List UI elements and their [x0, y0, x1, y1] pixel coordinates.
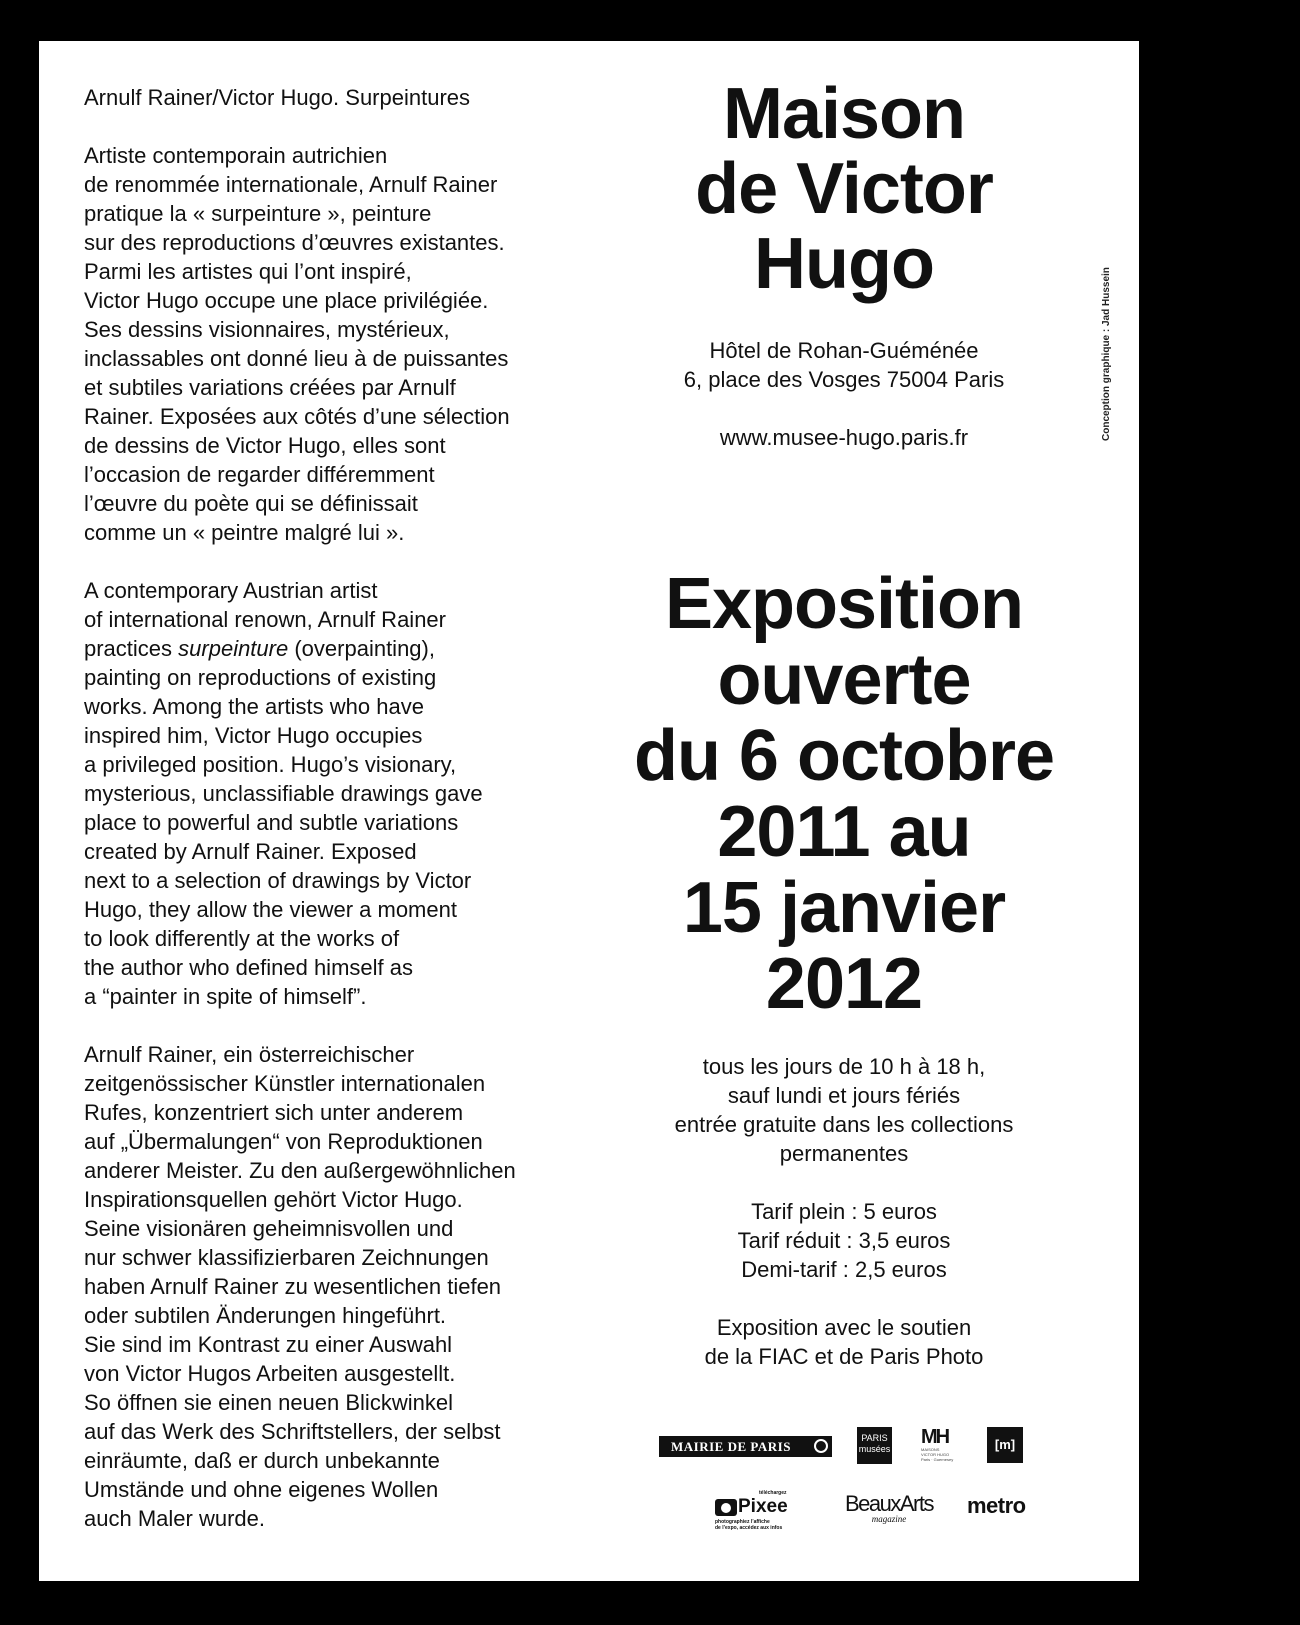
dates-line: du 6 octobre: [633, 716, 1055, 796]
info-column: [609, 74, 1079, 1371]
exhibition-dates-heading: [609, 566, 1079, 1022]
de-line: Rufes, konzentriert sich unter anderem: [84, 1100, 464, 1125]
en-line: mysterious, unclassifiable drawings gave: [84, 781, 483, 806]
logo-text: magazine: [871, 1514, 907, 1524]
logo-row-bottom: [679, 1489, 1059, 1533]
en-line: next to a selection of drawings by Victor: [84, 868, 472, 893]
logo-text: BeauxArts: [845, 1491, 933, 1516]
support-line: Exposition avec le soutien: [716, 1315, 972, 1340]
sponsor-note: [609, 1313, 1079, 1371]
pixee-logo: [715, 1489, 795, 1533]
logo-text: Pixee: [738, 1496, 788, 1517]
dates-line: 15 janvier: [682, 868, 1006, 948]
en-line: a “painter in spite of himself”.: [84, 984, 367, 1009]
hours-line: tous les jours de 10 h à 18 h,: [702, 1054, 986, 1079]
fr-line: de renommée internationale, Arnulf Rainer: [84, 172, 498, 197]
en-line: inspired him, Victor Hugo occupies: [84, 723, 423, 748]
de-line: Sie sind im Kontrast zu einer Auswahl: [84, 1332, 453, 1357]
fr-line: Victor Hugo occupe une place privilégiée.: [84, 288, 489, 313]
de-line: So öffnen sie einen neuen Blickwinkel: [84, 1390, 453, 1415]
dates-line: 2011 au: [717, 792, 971, 872]
de-line: Inspirationsquellen gehört Victor Hugo.: [84, 1187, 463, 1212]
address-line: Hôtel de Rohan-Guéménée: [709, 338, 979, 363]
logo-text: VICTOR HUGO: [921, 1452, 950, 1457]
fr-line: Ses dessins visionnaires, mystérieux,: [84, 317, 450, 342]
en-line: [84, 634, 584, 663]
hours-line: permanentes: [779, 1141, 909, 1166]
fr-line: sur des reproductions d’œuvres existantes.: [84, 230, 505, 255]
m-logo: [m]: [987, 1427, 1023, 1463]
de-line: auf das Werk des Schriftstellers, der selbst: [84, 1419, 501, 1444]
de-line: Arnulf Rainer, ein österreichischer: [84, 1042, 415, 1067]
metro-logo: metro: [967, 1493, 1026, 1518]
address-line: 6, place des Vosges 75004 Paris: [683, 367, 1005, 392]
text-column: [84, 83, 584, 1562]
camera-icon: [715, 1499, 737, 1516]
de-line: einräumte, daß er durch unbekannte: [84, 1448, 440, 1473]
paris-musees-logo: [857, 1427, 892, 1464]
fr-line: Parmi les artistes qui l’ont inspiré,: [84, 259, 412, 284]
en-text: (overpainting),: [288, 636, 435, 661]
hours-line: entrée gratuite dans les collections: [674, 1112, 1014, 1137]
de-line: zeitgenössischer Künstler internationalen: [84, 1071, 486, 1096]
en-line: to look differently at the works of: [84, 926, 400, 951]
fr-line: et subtiles variations créées par Arnulf: [84, 375, 456, 400]
de-line: nur schwer klassifizierbaren Zeichnungen: [84, 1245, 489, 1270]
price-line: Demi-tarif : 2,5 euros: [741, 1257, 947, 1282]
poster-sheet: [39, 41, 1139, 1581]
fr-line: Rainer. Exposées aux côtés d’une sélection: [84, 404, 510, 429]
de-line: auf „Übermalungen“ von Reproduktionen: [84, 1129, 483, 1154]
dates-line: Exposition: [664, 564, 1023, 644]
venue-address: [609, 336, 1079, 394]
beaux-arts-logo: [839, 1493, 939, 1533]
de-line: auch Maler wurde.: [84, 1506, 265, 1531]
fr-line: Artiste contemporain autrichien: [84, 143, 388, 168]
de-line: anderer Meister. Zu den außergewöhnlichen: [84, 1158, 516, 1183]
venue-line: de Victor: [695, 149, 993, 229]
dates-line: 2012: [765, 944, 923, 1024]
en-line: a privileged position. Hugo’s visionary,: [84, 752, 457, 777]
en-line: place to powerful and subtle variations: [84, 810, 459, 835]
fr-line: l’œuvre du poète qui se définissait: [84, 491, 418, 516]
website-link[interactable]: www.musee-hugo.paris.fr: [719, 425, 969, 450]
paragraph-french: [84, 141, 584, 547]
logo-text: MAISONS: [921, 1447, 940, 1452]
en-line: painting on reproductions of existing: [84, 665, 437, 690]
de-line: haben Arnulf Rainer zu wesentlichen tiefen: [84, 1274, 502, 1299]
de-line: oder subtilen Änderungen hingeführt.: [84, 1303, 447, 1328]
price-line: Tarif réduit : 3,5 euros: [737, 1228, 951, 1253]
de-line: Umstände und ohne eigenes Wollen: [84, 1477, 439, 1502]
design-credit: Conception graphique : Jad Hussein: [1101, 267, 1112, 441]
en-line: created by Arnulf Rainer. Exposed: [84, 839, 417, 864]
en-text: practices: [84, 636, 179, 661]
fr-line: inclassables ont donné lieu à de puissantes: [84, 346, 509, 371]
hours-line: sauf lundi et jours fériés: [727, 1083, 961, 1108]
mairie-de-paris-logo: MAIRIE DE PARIS: [659, 1436, 832, 1457]
logo-text: [715, 1519, 782, 1531]
venue-title: [609, 74, 1079, 304]
fr-line: de dessins de Victor Hugo, elles sont: [84, 433, 446, 458]
en-line: of international renown, Arnulf Rainer: [84, 607, 446, 632]
de-line: Seine visionären geheimnisvollen und: [84, 1216, 454, 1241]
en-line: Hugo, they allow the viewer a moment: [84, 897, 457, 922]
opening-hours: [609, 1052, 1079, 1168]
en-line: A contemporary Austrian artist: [84, 578, 378, 603]
en-italic-term: surpeinture: [178, 636, 289, 661]
ticket-prices: [609, 1197, 1079, 1284]
logo-text: musées: [858, 1444, 891, 1454]
en-line: the author who defined himself as: [84, 955, 413, 980]
fr-line: l’occasion de regarder différemment: [84, 462, 435, 487]
de-line: von Victor Hugos Arbeiten ausgestellt.: [84, 1361, 456, 1386]
logo-text: Paris · Guernesey: [921, 1457, 954, 1462]
venue-line: Hugo: [754, 224, 934, 304]
logo-text: PARIS: [861, 1433, 888, 1443]
paragraph-english: [84, 576, 584, 1011]
logo-text: photographiez l’affiche: [715, 1519, 770, 1525]
exhibition-title: Arnulf Rainer/Victor Hugo. Surpeintures: [84, 85, 471, 110]
logo-text: de l’expo, accédez aux infos: [715, 1525, 783, 1531]
venue-line: Maison: [722, 74, 966, 154]
logo-mark: MH: [921, 1426, 949, 1448]
dates-line: ouverte: [717, 640, 971, 720]
en-line: works. Among the artists who have: [84, 694, 424, 719]
fr-line: comme un « peintre malgré lui ».: [84, 520, 405, 545]
fr-line: pratique la « surpeinture », peinture: [84, 201, 432, 226]
paragraph-german: [84, 1040, 584, 1533]
support-line: de la FIAC et de Paris Photo: [704, 1344, 984, 1369]
maisons-victor-hugo-logo: [921, 1427, 961, 1464]
price-line: Tarif plein : 5 euros: [751, 1199, 937, 1224]
logo-row-top: [659, 1427, 1089, 1467]
logo-text: téléchargez: [759, 1490, 787, 1496]
